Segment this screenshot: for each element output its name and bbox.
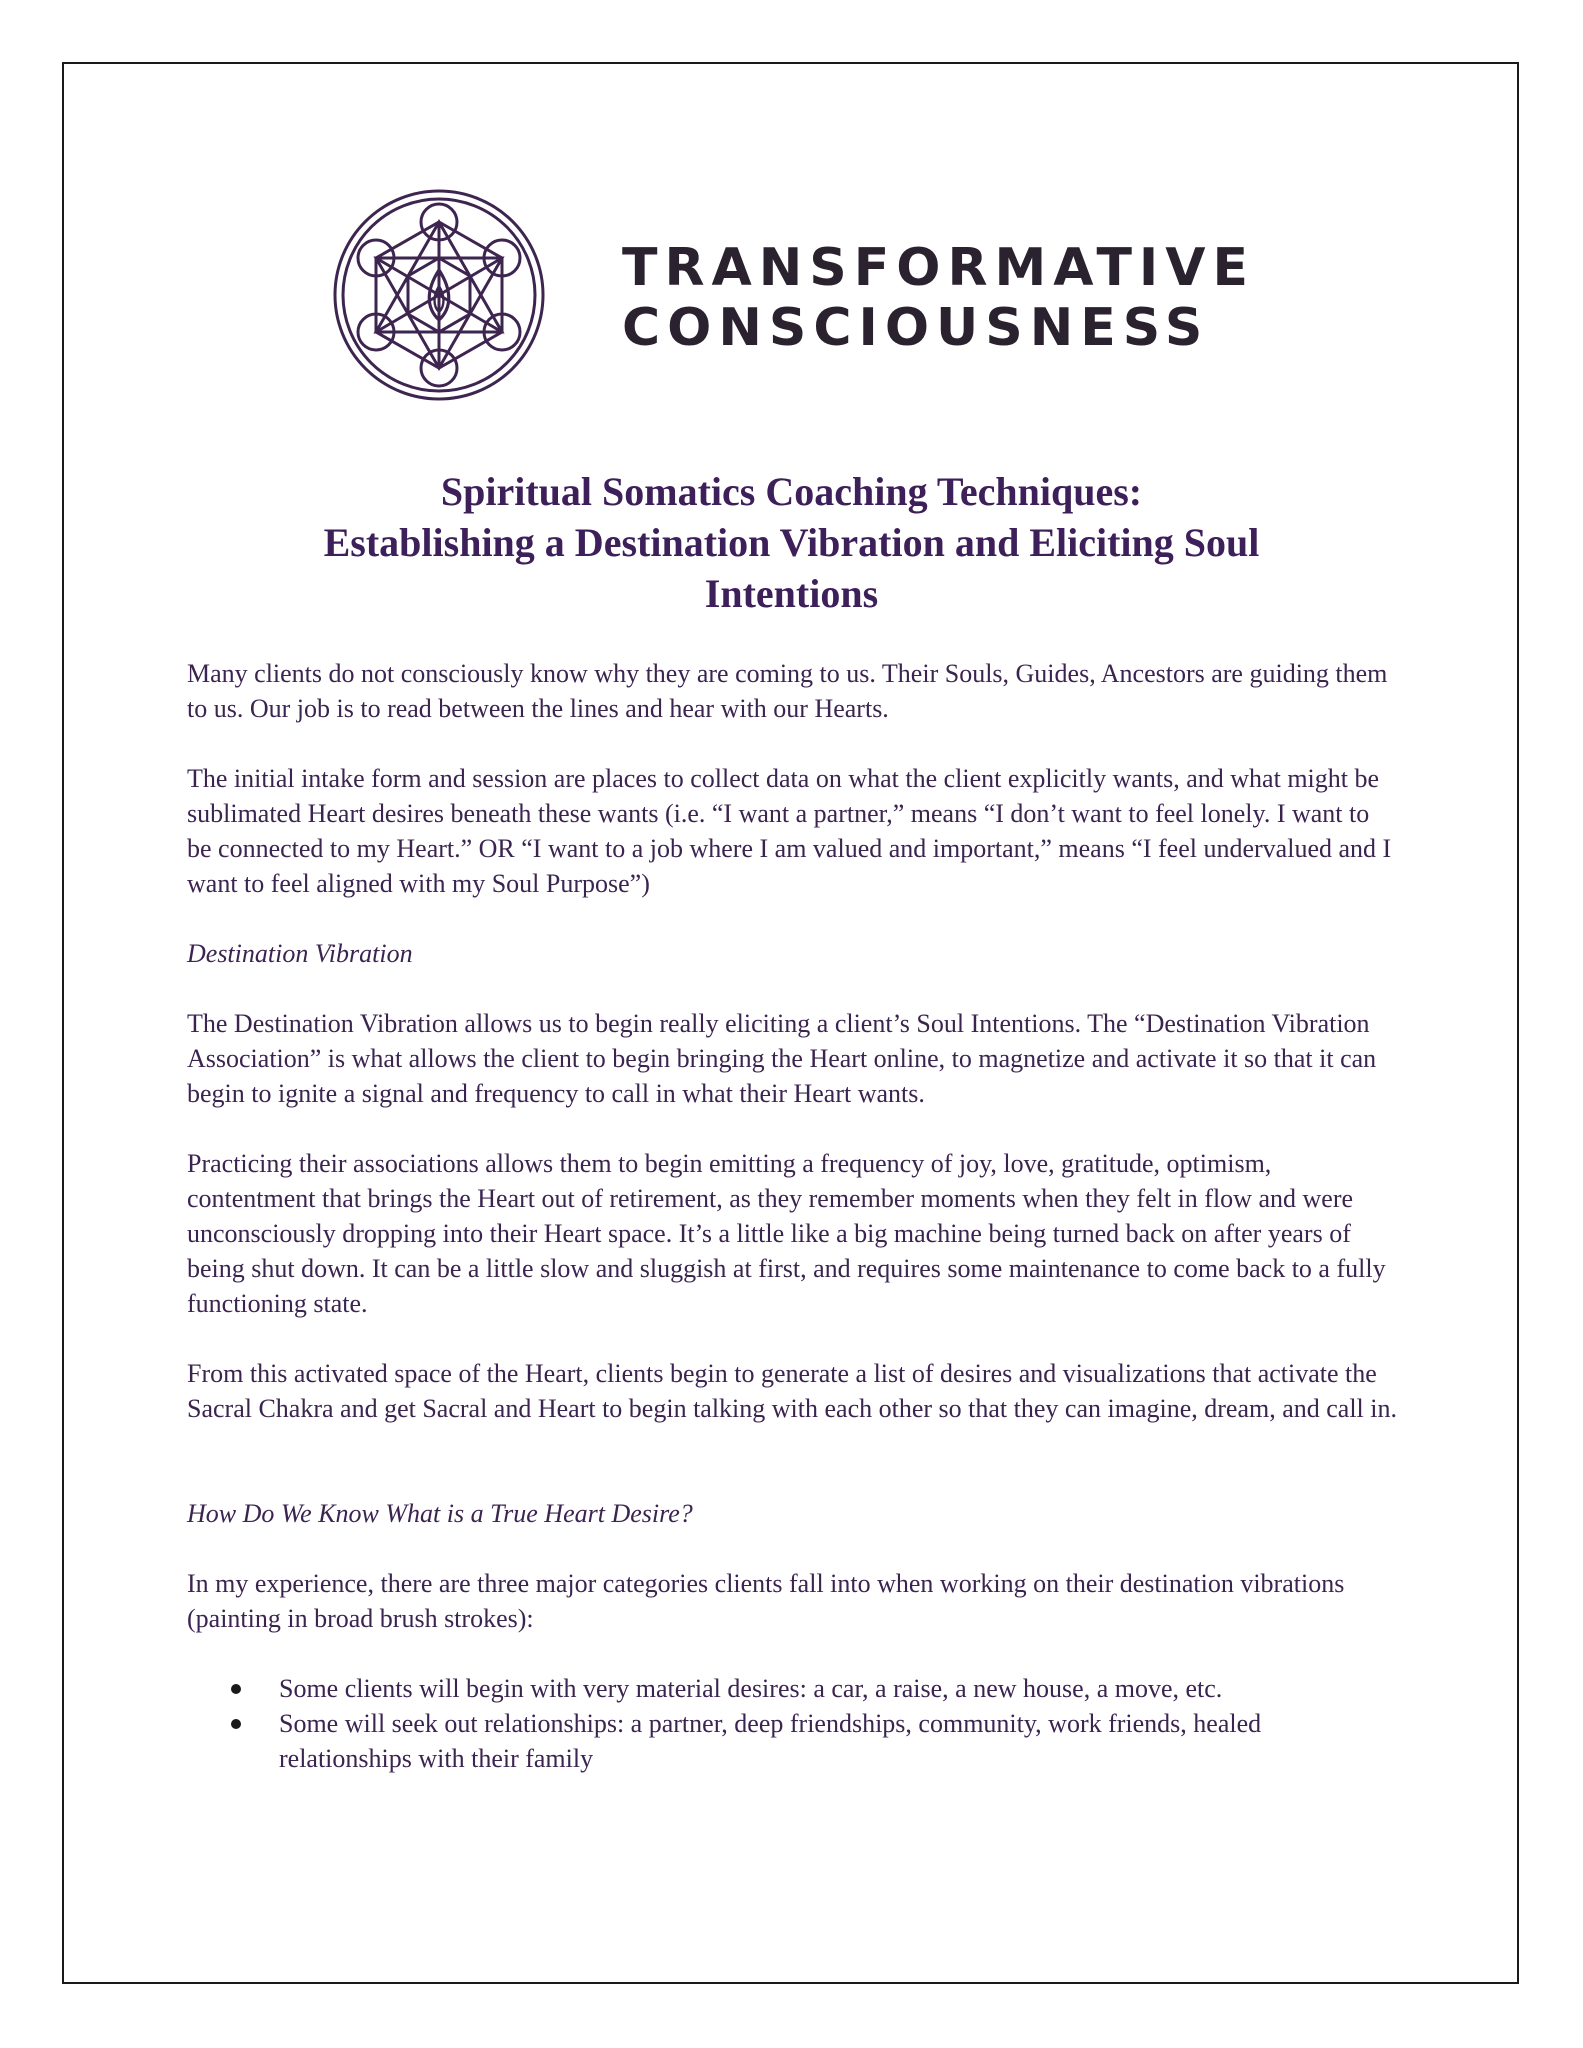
title-line-1: Spiritual Somatics Coaching Techniques: — [440, 469, 1143, 514]
document-body — [187, 656, 1399, 1776]
paragraph-categories: In my experience, there are three major categories clients fall into when working on their destination vibrations (painting in broad brush strokes): — [187, 1569, 1345, 1633]
paragraph-activated-heart: From this activated space of the Heart, clients begin to generate a list of desires and visualizations that activate the Sacral Chakra and get Sacral and Heart to begin talking with each other so that they can imagine, dream, and call in. — [187, 1359, 1398, 1423]
paragraph-intake: The initial intake form and session are places to collect data on what the client explicitly wants, and what might be sublimated Heart desires beneath these wants (i.e. “I want a partner,” means “I don’t want to feel lonely. I want to be connected to my Heart.” OR “I want to a job where I am valued and important,” means “I feel undervalued and I want to feel aligned with my Soul Purpose”) — [187, 764, 1392, 898]
paragraph-associations: Practicing their associations allows them to begin emitting a frequency of joy, love, gratitude, optimism, contentment that brings the Heart out of retirement, as they remember moments when they felt in flow and were unconsciously dropping into their Heart space. It’s a little like a big machine being turned back on after years of being shut down. It can be a little slow and sluggish at first, and requires some maintenance to come back to a fully functioning state. — [187, 1149, 1386, 1318]
list-item-text: Some will seek out relationships: a partner, deep friendships, community, work friends, healed relationships with their family — [279, 1709, 1262, 1773]
category-list — [187, 1671, 1399, 1776]
logo-header — [330, 186, 1270, 406]
brand-line-1: TRANSFORMATIVE — [622, 238, 1256, 298]
document-title — [160, 466, 1423, 619]
metatron-cube-flame-logo-icon — [330, 186, 548, 404]
title-line-2: Establishing a Destination Vibration and Eliciting Soul — [323, 520, 1260, 565]
subheading-destination-vibration: Destination Vibration — [187, 939, 413, 968]
title-line-3: Intentions — [704, 571, 879, 616]
list-item — [187, 1671, 1399, 1706]
bullet-dot-icon — [231, 1684, 241, 1694]
brand-line-2: CONSCIOUSNESS — [622, 298, 1210, 358]
list-item-text: Some clients will begin with very material desires: a car, a raise, a new house, a move, etc. — [279, 1674, 1223, 1703]
bullet-dot-icon — [231, 1719, 241, 1729]
list-item — [187, 1706, 1399, 1776]
subheading-true-heart-desire: How Do We Know What is a True Heart Desire? — [187, 1499, 693, 1528]
paragraph-intro: Many clients do not consciously know why they are coming to us. Their Souls, Guides, Ancestors are guiding them to us. Our job is to read between the lines and hear with our Hearts. — [187, 659, 1388, 723]
paragraph-destination-vibration: The Destination Vibration allows us to begin really eliciting a client’s Soul Intentions. The “Destination Vibration Association” is what allows the client to begin bringing the Heart online, to magnetize and activate it so that it can begin to ignite a signal and frequency to call in what their Heart wants. — [187, 1009, 1377, 1108]
brand-name — [622, 238, 1255, 358]
